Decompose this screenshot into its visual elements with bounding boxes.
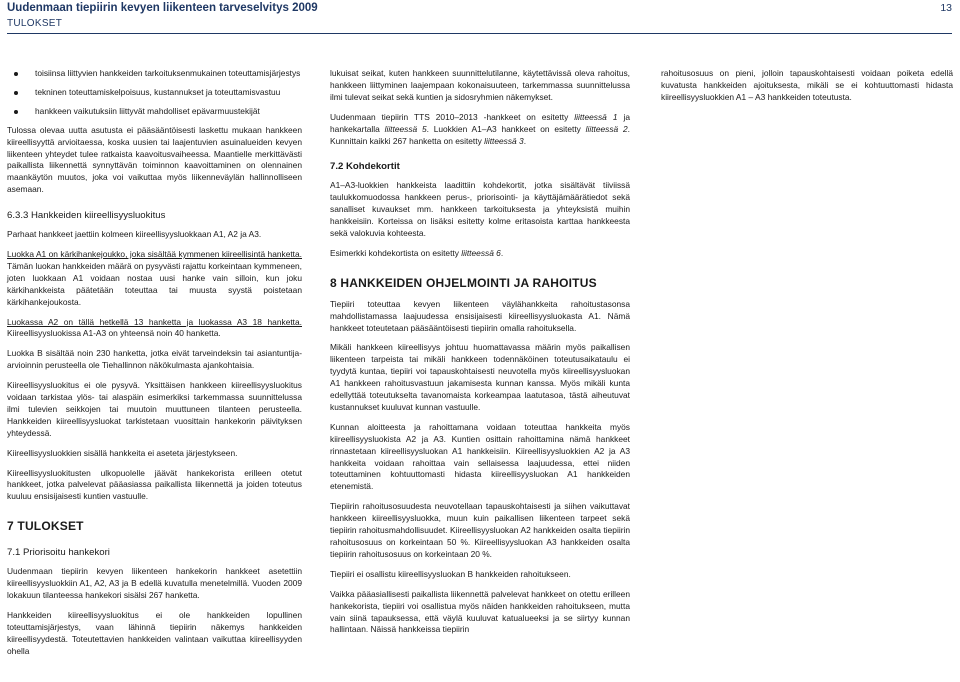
paragraph: Kunnan aloitteesta ja rahoittamana voidaan toteuttaa hankkeita myös kiireellisyysluokista A2 ja A3. Kuntien osittain rahoittamina nämä hankkeet rinnastetaan kiireellisyysluokan A1 hankkeisiin. Kiireellisyysluokkien A2 ja A3 hankkeita voidaan rahoittaa vain sellaisessa laajuudessa, ettei niiden toteuttaminen kohtuuttomasti hidasta kiireellisyysluokan A1 hankkeiden etenemistä.: [330, 421, 630, 492]
column-middle: [330, 68, 630, 644]
page-number: 13: [940, 2, 952, 14]
appendix-ref: liitteessä 3: [484, 135, 524, 146]
list-item: toisiinsa liittyvien hankkeiden tarkoituksenmukainen toteuttamisjärjestys: [7, 68, 302, 80]
list-item: hankkeen vaikutuksiin liittyvät mahdolliset epävarmuustekijät: [7, 106, 302, 118]
paragraph: lukuisat seikat, kuten hankkeen suunnittelutilanne, käytettävissä oleva rahoitus, hankkeen liittyminen laajempaan kokonaisuuteen, tarkemmassa suunnittelussa ilmi tulevat seikat sekä kuntien ja sidosryhmien näkemykset.: [330, 68, 630, 102]
column-right: [661, 68, 953, 112]
paragraph: Mikäli hankkeen kiireellisyys johtuu huomattavassa määrin myös paikallisen liikenteen tarpeista tai mikäli hankkeen todennäköinen toteutusaikataulu ei tyydytä kuntaa, tiepiiri voi tapauskohtaisesti neuvotella myös kiireellisyysluokan A1 hankkeen rahoitusvastuun jakamisesta kunnan kanssa. Myös mikäli kunta edellyttää toteutukselta tavanomaista korkeampaa laatutasoa, tästä aiheutuvat kustannukset kuuluvat kunnan vastuulle.: [330, 342, 630, 412]
paragraph: Tiepiiri toteuttaa kevyen liikenteen väylähankkeita rahoitustasonsa mahdollistamassa laajuudessa ensisijaisesti kiireellisyysluokasta A1. Nämä hankkeet toteutetaan pääsääntöisesti tiepiirin omalla rahoituksella.: [330, 298, 630, 333]
heading-7-1: 7.1 Priorisoitu hankekori: [7, 547, 110, 559]
criteria-list: [7, 68, 302, 118]
paragraph: Vaikka pääasiallisesti paikallista liikennettä palvelevat hankkeet on otettu erilleen hankekorista, tiepiiri voi osallistua myös näiden hankkeiden rahoitukseen, mutta vain siinä tapauksessa, että väylä kuuluvat katualueeksi ja se siirtyy kunnan hallintaan. Näissä hankkeissa tiepiirin: [330, 588, 630, 635]
appendix-ref: liitteessä 5: [384, 123, 427, 134]
paragraph: A1–A3-luokkien hankkeista laadittiin kohdekortit, jotka sisältävät tiiviissä taulukkomuodossa hankkeen perus-, priorisointi- ja käyttäjämäärätiedot sekä sanalliset kuvaukset mm. hankkeen tarkoituksesta ja yhteyksistä muihin hankkeisiin. Korteissa on lisäksi esitetty kolme eritasoista karttaa hankkeesta sekä valokuvia kohteesta.: [330, 180, 630, 238]
column-left: [7, 68, 302, 665]
heading-7: 7 TULOKSET: [7, 519, 84, 534]
bullet-icon: [14, 72, 18, 76]
paragraph: Uudenmaan tiepiirin TTS 2010–2013 -hankkeet on esitetty liitteessä 1 ja hankekartalla liitteessä 5. Luokkien A1–A3 hankkeet on esitetty liitteessä 2. Kunnittain kaikki 267 hanketta on esitetty liitteessä 3.: [330, 111, 630, 146]
heading-8: 8 HANKKEIDEN OHJELMOINTI JA RAHOITUS: [330, 275, 597, 290]
paragraph: Luokka B sisältää noin 230 hanketta, jotka eivät tarveindeksin tai asiantuntija-arvioinnin perusteella ole Tiehallinnon näkökulmasta ajankohtaisia.: [7, 348, 302, 371]
list-item: tekninen toteuttamiskelpoisuus, kustannukset ja toteuttamisvastuu: [7, 87, 302, 99]
paragraph: Kiireellisyysluokitus ei ole pysyvä. Yksittäisen hankkeen kiireellisyysluokitus voidaan tarkistaa ylös- tai alaspäin esimerkiksi tarkemmassa suunnittelussa ilmi tulevien seikkojen tai muutoin muuttuneen tilanteen perusteella. Hankkeiden kiireellisyysluokat tarkistetaan vuosittain hankekorin päivityksen yhteydessä.: [7, 380, 302, 438]
header-divider: [7, 33, 952, 34]
appendix-ref: liitteessä 6: [461, 247, 501, 258]
heading-6-3-3: 6.3.3 Hankkeiden kiireellisyysluokitus: [7, 210, 166, 222]
paragraph: Luokassa A2 on tällä hetkellä 13 hanketta ja luokassa A3 18 hanketta. Kiireellisyysluokissa A1-A3 on yhteensä noin 40 hanketta.: [7, 316, 302, 339]
heading-7-2: 7.2 Kohdekortit: [330, 161, 400, 173]
paragraph: Esimerkki kohdekortista on esitetty liitteessä 6.: [330, 247, 504, 258]
paragraph: Kiireellisyysluokitusten ulkopuolelle jäävät hankekorista erilleen otetut hankkeet, jotka palvelevat pääasiassa paikallista liikennettä ja joiden toteutus kuuluu ensisijaisesti kuntien vastuulle.: [7, 467, 302, 502]
paragraph: Luokka A1 on kärkihankejoukko, joka sisältää kymmenen kiireellisintä hanketta. Tämän luokan hankkeiden määrä on pysyvästi rajattu korkeintaan kymmeneen, joten luokkaan A1 voidaan nostaa uusi hanke vain silloin, kun joku kärkihankkeista päätetään toteuttaa tai muusta syystä poistetaan kärkihankejoukosta.: [7, 248, 302, 307]
appendix-ref: liitteessä 1: [574, 111, 618, 122]
paragraph: Uudenmaan tiepiirin kevyen liikenteen hankekorin hankkeet asetettiin kiireellisyysluokkiin A1, A2, A3 ja B edellä kuvatulla menetelmillä. Vuoden 2009 lokakuun tilanteessa hankekori sisälsi 267 hanketta.: [7, 566, 302, 600]
section-title: TULOKSET: [7, 18, 63, 29]
appendix-ref: liitteessä 2: [585, 123, 628, 134]
paragraph: Tiepiirin rahoitusosuudesta neuvotellaan tapauskohtaisesti ja siihen vaikuttavat hankkeen kiireellisyysluokka, muun kuin paikallisen liikenteen tarpeet sekä tiepiirin rahoitusmahdollisuudet. Kiireellisyysluokan A2 hankkeiden osalta tiepiirin rahoitusosuus on korkeintaan 50 %. Kiireellisyysluokan A3 hankkeiden osalta tiepiirin rahoitusosuus on korkeintaan 20 %.: [330, 501, 630, 559]
underlined-text: Luokka A1 on kärkihankejoukko, joka sisältää kymmenen kiireellisintä hanketta.: [7, 248, 302, 259]
paragraph: Tulossa olevaa uutta asutusta ei pääsääntöisesti laskettu mukaan hankkeen kiireellisyyttä arvioitaessa, koska uusien tai laajentuvien asuinalueiden kevyen liikenteen yhteydet tulee ratkaista kaavoitusvaiheessa. Maantielle merkittävästi paikallista liikennettä synnyttävän toiminnon kaavoittaminen on olennainen maankäytön muutos, joka voi vaikuttaa myös liikenneväylän hallinnolliseen asemaan.: [7, 124, 302, 195]
bullet-icon: [14, 110, 18, 114]
underlined-text: Luokassa A2 on tällä hetkellä 13 hanketta ja luokassa A3 18 hanketta.: [7, 316, 302, 327]
paragraph: Tiepiiri ei osallistu kiireellisyysluokan B hankkeiden rahoitukseen.: [330, 568, 571, 579]
bullet-icon: [14, 91, 18, 95]
document-title: Uudenmaan tiepiirin kevyen liikenteen tarveselvitys 2009: [7, 2, 318, 14]
paragraph: Parhaat hankkeet jaettiin kolmeen kiireellisyysluokkaan A1, A2 ja A3.: [7, 229, 262, 240]
paragraph: Kiireellisyysluokkien sisällä hankkeita ei aseteta järjestykseen.: [7, 447, 238, 458]
paragraph: Hankkeiden kiireellisyysluokitus ei ole hankkeiden lopullinen toteuttamisjärjestys, vaan lähinnä tiepiirin näkemys hankkeiden kiireellisyydestä. Toteutettavien hankkeiden valintaan vaikuttaa kiireellisyyden ohella: [7, 609, 302, 656]
paragraph: rahoitusosuus on pieni, jolloin tapauskohtaisesti voidaan poiketa edellä kuvatusta hankkeiden ajoituksesta, mikäli se ei kohtuuttomasti hidasta kiireellisyysluokkien A1 – A3 hankkeiden toteutusta.: [661, 68, 953, 102]
